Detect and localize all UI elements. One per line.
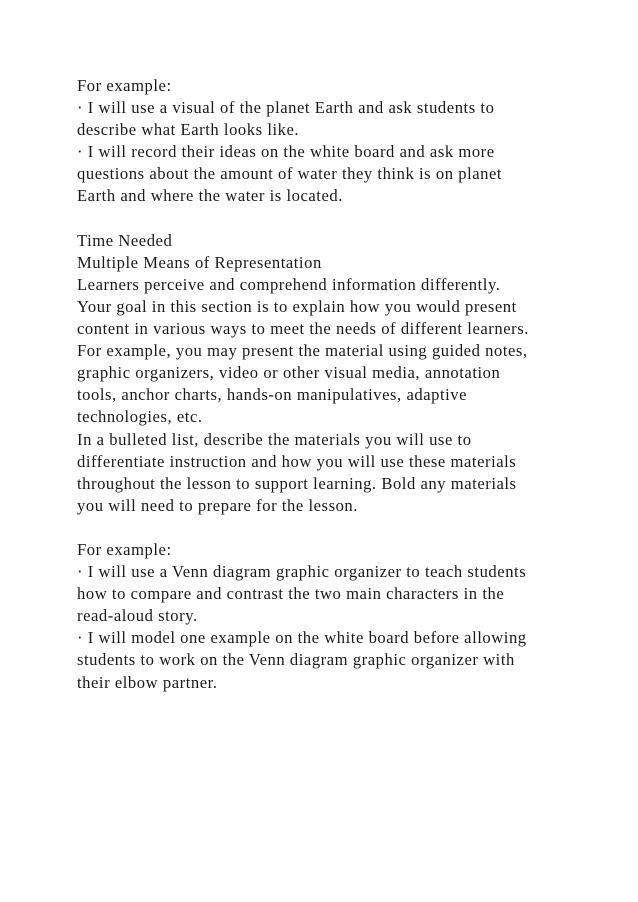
text-line: content in various ways to meet the needs of different learners. [77, 319, 529, 339]
text-line: read-aloud story. [77, 606, 198, 626]
text-line: describe what Earth looks like. [77, 120, 300, 140]
text-line: For example: [77, 539, 172, 559]
text-line: In a bulleted list, describe the materials you will use to [77, 429, 472, 449]
text-line: their elbow partner. [77, 672, 218, 692]
text-line: For example, you may present the material using guided notes, [77, 341, 528, 361]
text-line: questions about the amount of water they think is on planet [77, 164, 503, 184]
text-line: technologies, etc. [77, 407, 203, 427]
text-line: · I will use a Venn diagram graphic organizer to teach students [77, 562, 527, 582]
text-line: throughout the lesson to support learning. Bold any materials [77, 473, 517, 493]
text-line: For example: [77, 76, 172, 95]
text-line: tools, anchor charts, hands-on manipulatives, adaptive [77, 385, 468, 405]
text-line: · I will record their ideas on the white board and ask more [77, 142, 495, 162]
text-line: Your goal in this section is to explain how you would present [77, 296, 517, 316]
section-heading: Multiple Means of Representation [77, 252, 322, 272]
text-line: graphic organizers, video or other visual media, annotation [77, 363, 501, 383]
section-heading: Time Needed [77, 230, 173, 250]
blank-line [77, 517, 617, 539]
text-line: Earth and where the water is located. [77, 186, 343, 206]
text-line: · I will model one example on the white board before allowing [77, 628, 527, 648]
text-line: · I will use a visual of the planet Earth and ask students to [77, 98, 495, 118]
text-line: you will need to prepare for the lesson. [77, 495, 358, 515]
text-line: how to compare and contrast the two main characters in the [77, 584, 505, 604]
text-line: differentiate instruction and how you will use these materials [77, 451, 517, 471]
text-line: students to work on the Venn diagram graphic organizer with [77, 650, 515, 670]
text-line: Learners perceive and comprehend information differently. [77, 274, 501, 294]
blank-line [77, 208, 617, 230]
document-body [77, 75, 617, 694]
